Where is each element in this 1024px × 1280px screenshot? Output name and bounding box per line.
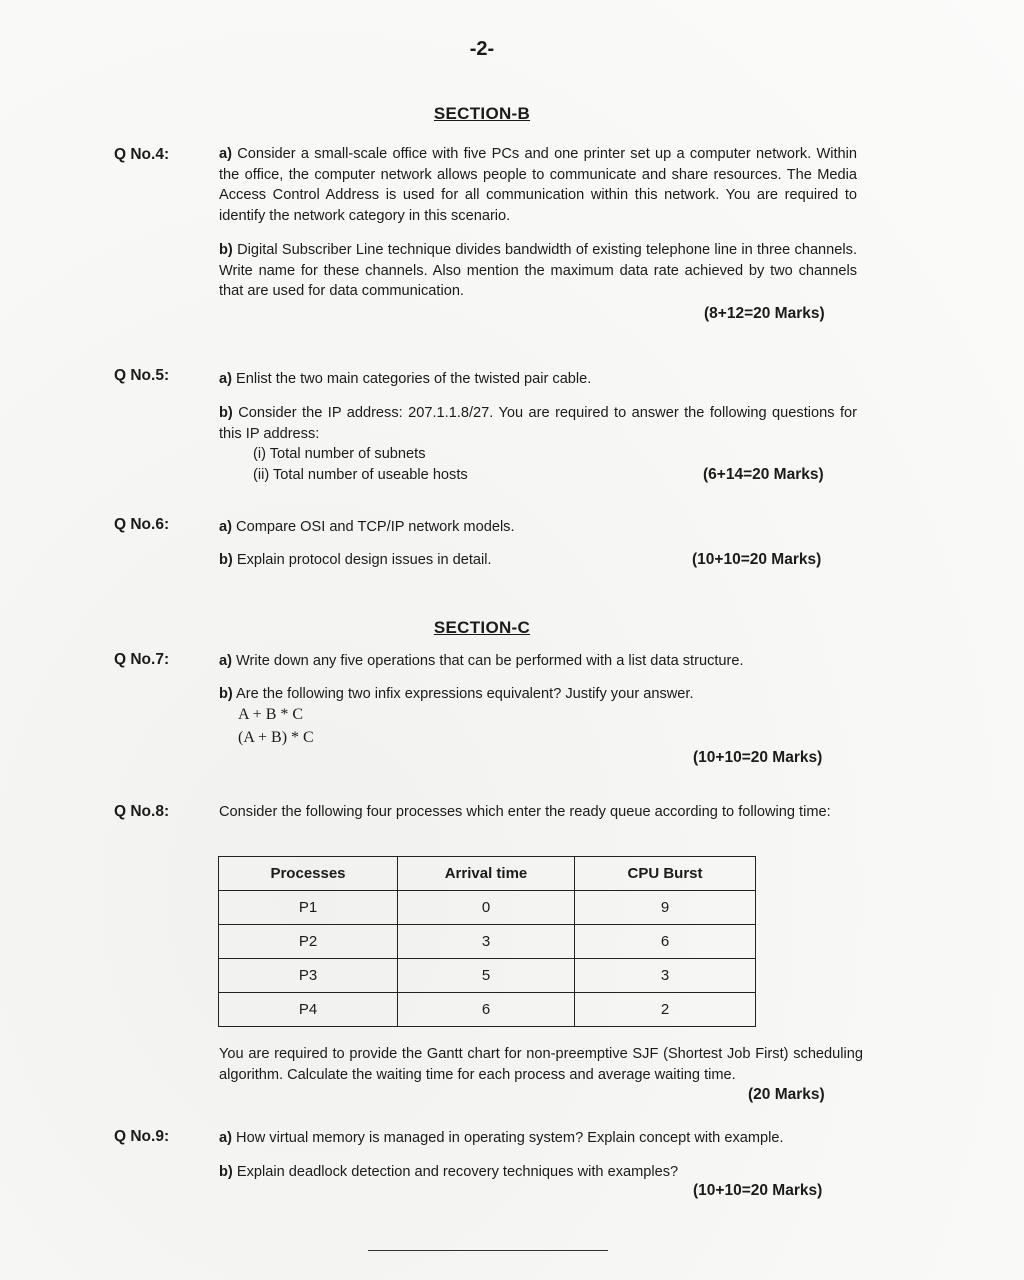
table-cell: P2 (219, 925, 398, 959)
table-row (219, 925, 756, 959)
q6-label: Q No.6: (114, 516, 170, 533)
table-cell: 9 (575, 891, 756, 925)
table-header-cpu-burst: CPU Burst (575, 857, 756, 891)
q5-part-b (219, 403, 857, 444)
table-cell: 3 (398, 925, 575, 959)
q9-b-prefix: b) (219, 1164, 233, 1180)
q6-part-a (219, 517, 857, 538)
table-row (219, 959, 756, 993)
q5-marks: (6+14=20 Marks) (703, 466, 824, 483)
q5-label: Q No.5: (114, 367, 170, 384)
table-cell: 5 (398, 959, 575, 993)
end-divider (368, 1250, 608, 1251)
table-cell: P4 (219, 993, 398, 1027)
q9-marks: (10+10=20 Marks) (693, 1182, 823, 1199)
process-table (218, 856, 756, 1027)
table-cell: 0 (398, 891, 575, 925)
q7-part-a (219, 651, 857, 672)
table-header-row (219, 857, 756, 891)
q7-label: Q No.7: (114, 651, 170, 668)
q6-b-text: Explain protocol design issues in detail. (236, 552, 492, 568)
q9-part-b (219, 1162, 857, 1183)
q4-b-text: Digital Subscriber Line technique divides bandwidth of existing telephone line in three channels. Write name for these channels. Also mention the maximum data rate achieved by two channels that are used for data communication. (219, 242, 857, 299)
q4-part-b (219, 240, 857, 302)
q9-b-text: Explain deadlock detection and recovery techniques with examples? (236, 1164, 679, 1180)
q5-b-text: Consider the IP address: 207.1.1.8/27. You are required to answer the following questions for this IP address: (219, 405, 857, 442)
q7-part-b (219, 684, 857, 705)
q5-sub-item-1: (i) Total number of subnets (253, 446, 426, 462)
table-row (219, 993, 756, 1027)
table-cell: P3 (219, 959, 398, 993)
table-row (219, 891, 756, 925)
section-b-heading: SECTION-B (433, 104, 531, 123)
q6-b-prefix: b) (219, 552, 233, 568)
q6-a-text: Compare OSI and TCP/IP network models. (236, 519, 515, 535)
q6-marks: (10+10=20 Marks) (692, 551, 822, 568)
q4-b-prefix: b) (219, 242, 233, 258)
q8-intro: Consider the following four processes which enter the ready queue according to following time: (219, 804, 831, 820)
q7-expression-1: A + B * C (238, 706, 304, 723)
q7-a-prefix: a) (219, 653, 232, 669)
q5-sub-items (253, 444, 653, 485)
q7-expression-2: (A + B) * C (238, 729, 314, 746)
q4-part-a (219, 144, 857, 226)
q8-task: You are required to provide the Gantt chart for non-preemptive SJF (Shortest Job First) scheduling algorithm. Calculate the waiting time for each process and average waiting time. (219, 1046, 863, 1083)
table-cell: P1 (219, 891, 398, 925)
q4-a-text: Consider a small-scale office with five PCs and one printer set up a computer network. Within the office, the computer network allows people to communicate and share resources. The Media Access Control Address is used for all communication within this network. You are required to identify the network category in this scenario. (219, 146, 857, 224)
table-header-arrival-time: Arrival time (398, 857, 575, 891)
q7-marks: (10+10=20 Marks) (693, 749, 823, 766)
q4-marks: (8+12=20 Marks) (704, 305, 825, 322)
q4-a-prefix: a) (219, 146, 232, 162)
q8-marks: (20 Marks) (748, 1086, 825, 1103)
q6-part-b (219, 550, 679, 571)
table-cell: 6 (575, 925, 756, 959)
q8-label: Q No.8: (114, 803, 170, 820)
page-number: -2- (469, 38, 495, 60)
q5-a-text: Enlist the two main categories of the twisted pair cable. (236, 371, 592, 387)
q5-a-prefix: a) (219, 371, 232, 387)
q5-sub-item-2: (ii) Total number of useable hosts (253, 466, 468, 483)
q4-label: Q No.4: (114, 146, 170, 163)
q7-b-prefix: b) (219, 686, 233, 702)
q5-part-a (219, 369, 857, 390)
q9-a-text: How virtual memory is managed in operating system? Explain concept with example. (236, 1130, 784, 1146)
q7-b-text: Are the following two infix expressions equivalent? Justify your answer. (236, 686, 694, 702)
q9-label: Q No.9: (114, 1128, 170, 1145)
q9-part-a (219, 1128, 857, 1149)
q7-a-text: Write down any five operations that can be performed with a list data structure. (236, 653, 744, 669)
q6-a-prefix: a) (219, 519, 232, 535)
section-c-heading: SECTION-C (433, 618, 531, 637)
table-cell: 6 (398, 993, 575, 1027)
q9-a-prefix: a) (219, 1130, 232, 1146)
table-cell: 2 (575, 993, 756, 1027)
table-cell: 3 (575, 959, 756, 993)
q5-b-prefix: b) (219, 405, 233, 421)
table-header-processes: Processes (219, 857, 398, 891)
